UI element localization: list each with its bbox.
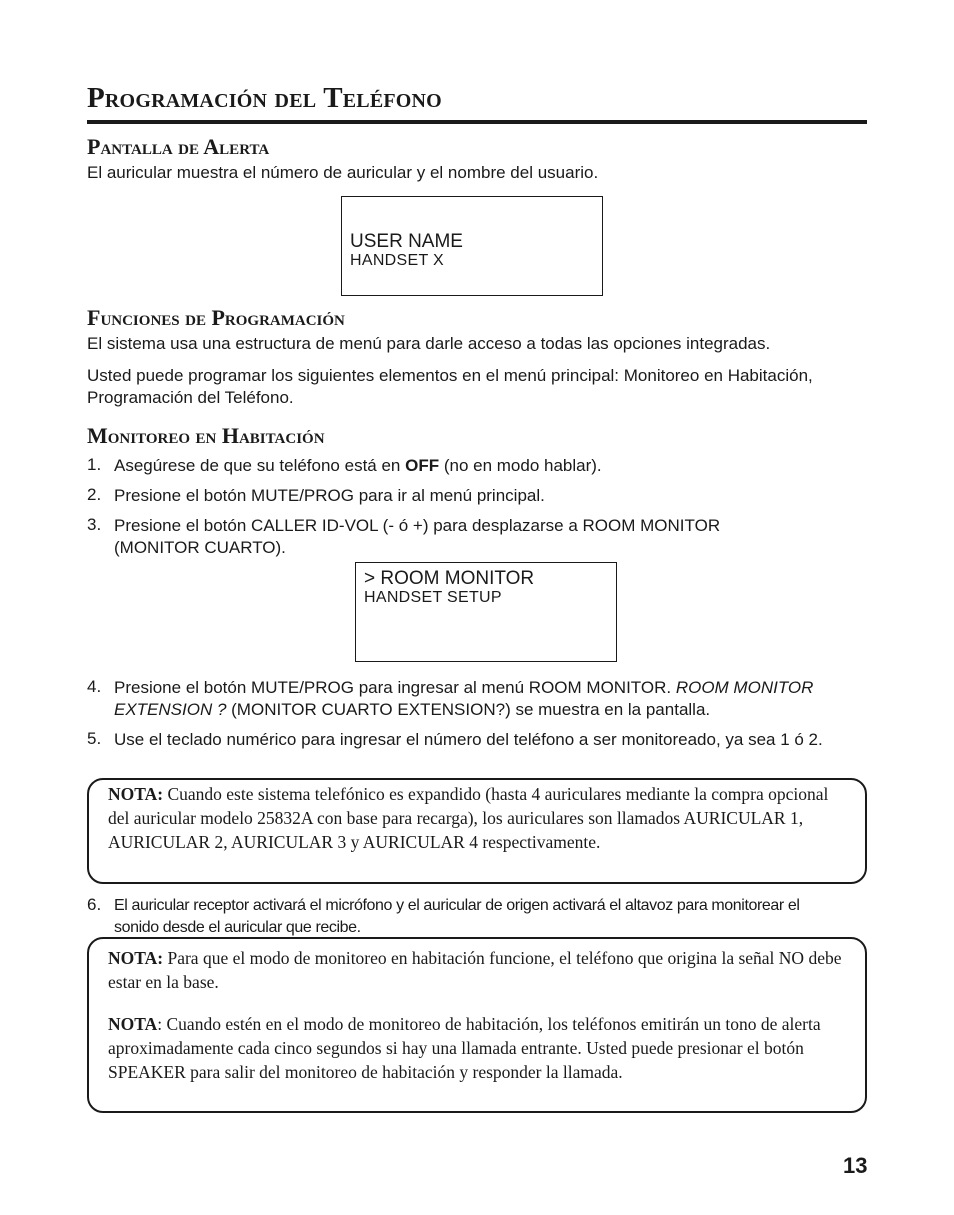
title-divider	[87, 120, 867, 124]
room-monitor-heading: Monitoreo en Habitación	[87, 423, 325, 448]
step-number: 4.	[87, 677, 102, 696]
page-number: 13	[843, 1153, 868, 1178]
step-1-text-end: (no en modo hablar).	[439, 456, 602, 475]
note-label: NOTA	[108, 1014, 158, 1034]
step-1	[114, 455, 874, 477]
display-message: ROOM MONITOR EXTENSION ?	[114, 678, 814, 719]
step-4-text: Presione el botón MUTE/PROG para ingresar al menú ROOM MONITOR.	[114, 678, 676, 697]
note-box	[87, 937, 867, 1113]
functions-paragraph-1: El sistema usa una estructura de menú para darle acceso a todas las opciones integradas.	[87, 334, 771, 353]
step-5: Use el teclado numérico para ingresar el número del teléfono a ser monitoreado, ya sea 1 ó 2.	[114, 730, 823, 749]
display-line-1: USER NAME	[350, 231, 463, 252]
step-1-text: Asegúrese de que su teléfono está en	[114, 456, 406, 475]
step-number: 2.	[87, 485, 102, 504]
functions-heading: Funciones de Programación	[87, 305, 345, 330]
room-monitor-display-screen	[355, 562, 617, 662]
alert-display-screen	[341, 196, 603, 296]
note-body: : Cuando estén en el modo de monitoreo de habitación, los teléfonos emitirán un tono de alerta aproximadamente cada cinco segundos si hay una llamada entrante. Usted puede presionar el botón SPEAKER para salir del monitoreo de habitación y responder la llamada.	[108, 1014, 821, 1082]
step-number: 6.	[87, 895, 102, 914]
step-4	[114, 677, 854, 721]
display-line-2: HANDSET SETUP	[364, 589, 502, 606]
display-line-2: HANDSET X	[350, 252, 444, 269]
step-number: 5.	[87, 729, 102, 748]
note-label: NOTA:	[108, 948, 164, 968]
note-text	[108, 1012, 853, 1084]
step-6: El auricular receptor activará el micrófono y el auricular de origen activará el altavoz para monitorear el sonido desde el auricular que recibe.	[114, 897, 800, 936]
functions-paragraph-2: Usted puede programar los siguientes elementos en el menú principal: Monitoreo en Habitación, Programación del Teléfono.	[87, 366, 813, 407]
alert-screen-text: El auricular muestra el número de auricular y el nombre del usuario.	[87, 163, 599, 182]
step-3: Presione el botón CALLER ID-VOL (- ó +) para desplazarse a ROOM MONITOR (MONITOR CUARTO).	[114, 516, 721, 557]
off-keyword: OFF	[405, 456, 440, 475]
note-label: NOTA:	[108, 784, 164, 804]
note-text	[108, 782, 848, 854]
step-4-text-end: (MONITOR CUARTO EXTENSION?) se muestra en la pantalla.	[226, 700, 711, 719]
note-text	[108, 946, 853, 994]
display-line-1: > ROOM MONITOR	[364, 568, 535, 589]
note-body: Para que el modo de monitoreo en habitación funcione, el teléfono que origina la señal NO debe estar en la base.	[108, 948, 842, 992]
note-box	[87, 778, 867, 884]
alert-screen-heading: Pantalla de Alerta	[87, 134, 270, 159]
step-number: 3.	[87, 515, 102, 534]
step-2: Presione el botón MUTE/PROG para ir al menú principal.	[114, 486, 545, 505]
note-body: Cuando este sistema telefónico es expandido (hasta 4 auriculares mediante la compra opcional del auricular modelo 25832A con base para recarga), los auriculares son llamados AURICULAR 1, AURICULAR 2, AURICULAR 3 y AURICULAR 4 respectivamente.	[108, 784, 829, 852]
page-title: Programación del Teléfono	[87, 82, 442, 114]
step-number: 1.	[87, 455, 102, 474]
